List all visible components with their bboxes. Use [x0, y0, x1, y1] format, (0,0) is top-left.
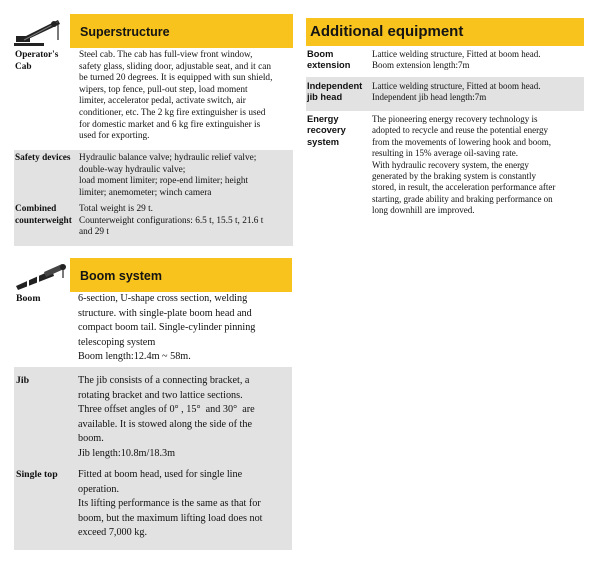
jib-text: The jib consists of a connecting bracket, a rotating bracket and two lattice sections. Three offset angles of 0° , 15° and 30° are available. It is stowed along the side of the boom. Jib length:10.8m/18.3m	[78, 375, 255, 459]
boom-label: Boom	[16, 293, 41, 304]
combined-counterweight-label: Combined counterweight	[15, 204, 72, 226]
single-top-text: Fitted at boom head, used for single line operation. Its lifting performance is the same as that for boom, but the maximum lifting load does not exceed 7,000 kg.	[78, 469, 263, 539]
additional-equipment-title: Additional equipment	[310, 23, 464, 40]
single-top-label: Single top	[16, 469, 58, 480]
superstructure-title: Superstructure	[80, 25, 170, 39]
boom-system-section	[14, 258, 292, 550]
operators-cab-label: Operator's Cab	[15, 50, 59, 72]
boom-extension-label: Boom extension	[307, 49, 351, 71]
jib-label: Jib	[16, 375, 30, 386]
safety-devices-text: Hydraulic balance valve; hydraulic relief valve; double-way hydraulic valve; load moment limiter; rope-end limiter; height limiter; anemometer; winch camera	[79, 153, 257, 198]
boom-text: 6-section, U-shape cross section, welding structure. with single-plate boom head and compact boom tail. Single-cylinder pinning telescoping system Boom length:12.4m ~ 58m.	[78, 293, 256, 363]
independent-jib-head-text: Lattice welding structure, Fitted at boom head. Independent jib head length:7m	[372, 81, 541, 103]
additional-equipment-section	[306, 18, 584, 230]
boom-extension-text: Lattice welding structure, Fitted at boom head. Boom extension length:7m	[372, 49, 541, 71]
telescopic-boom-icon	[14, 258, 70, 292]
combined-counterweight-text: Total weight is 29 t. Counterweight configurations: 6.5 t, 15.5 t, 21.6 t and 29 t	[79, 204, 264, 238]
boom-system-title: Boom system	[80, 269, 162, 283]
energy-recovery-label: Energy recovery system	[307, 114, 346, 147]
boom-system-header	[14, 258, 292, 292]
additional-equipment-header	[306, 18, 584, 46]
superstructure-section	[14, 14, 293, 246]
superstructure-header	[14, 14, 293, 48]
operators-cab-text: Steel cab. The cab has full-view front window, safety glass, sliding door, adjustable seat, and it can be turned 20 degrees. It is equipped with sun shield, wipers, top fence, pull-out step, load moment limiter, accelerator pedal, activate switch, air conditioner, etc. The 2 kg fire extinguisher is used for domestic market and 6 kg fire extinguisher is used for exporting.	[79, 50, 273, 142]
safety-devices-label: Safety devices	[15, 153, 71, 163]
independent-jib-head-label: Independent jib head	[307, 81, 363, 103]
energy-recovery-text: The pioneering energy recovery technology is adopted to recycle and reuse the potential energy from the movements of lowering hook and boom, resulting in 15% average oil-saving rate. With hydraulic recovery system, the energy generated by the braking system is constantly stored, in result, the acceleration performance after starting, grade ability and braking performance on long downhill are improved.	[372, 114, 556, 216]
crane-superstructure-icon	[14, 14, 70, 48]
